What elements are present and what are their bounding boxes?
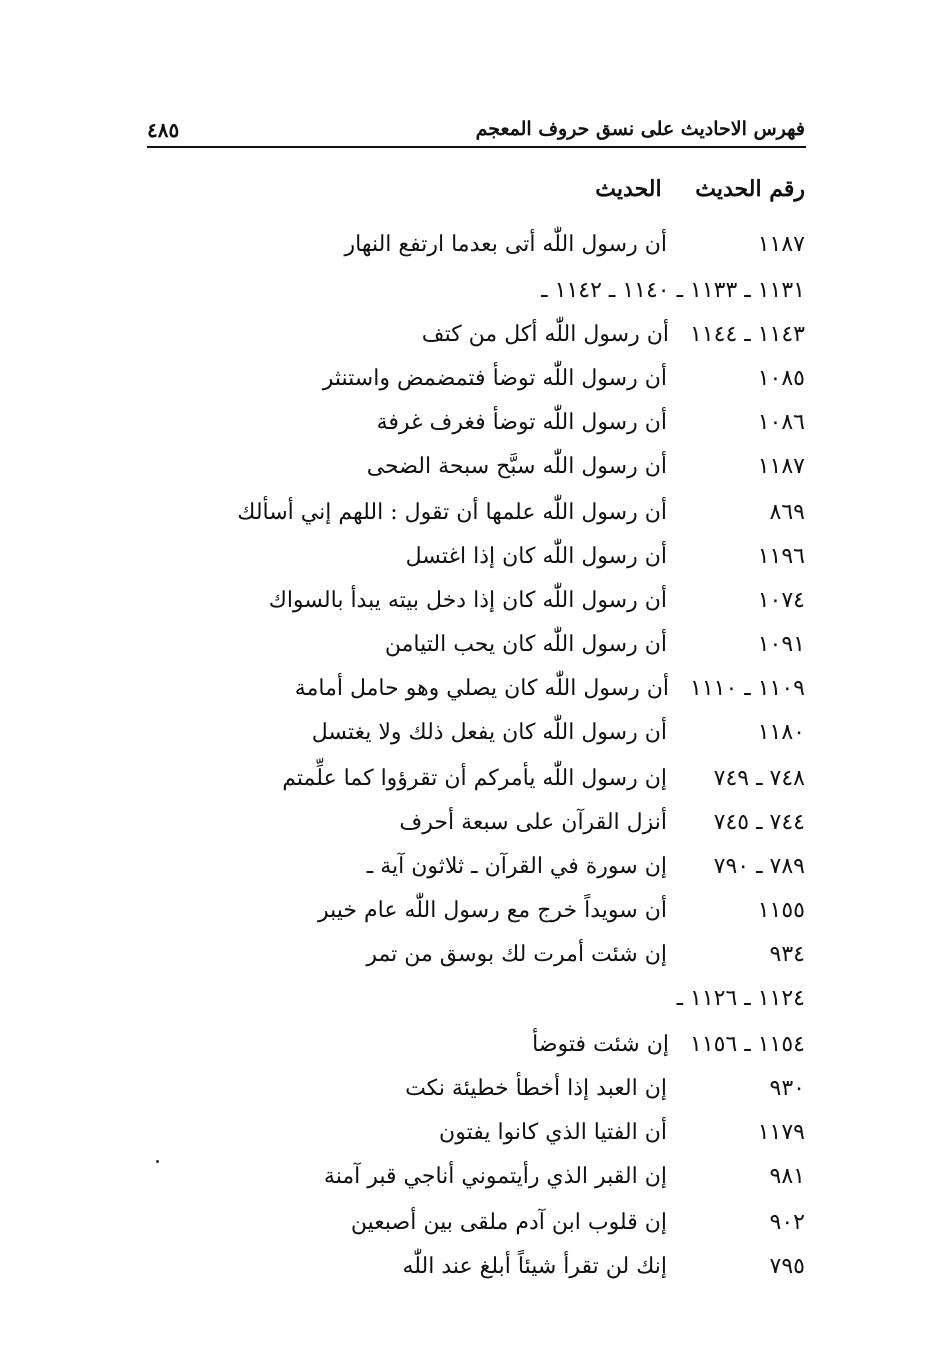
hadith-number: ١١٤٣ ـ ١١٤٤ xyxy=(690,322,805,347)
list-item xyxy=(105,500,805,540)
list-item xyxy=(105,632,805,672)
list-item xyxy=(105,454,805,494)
hadith-number: ١٠٨٦ xyxy=(757,410,805,435)
hadith-number: ١١٨٠ xyxy=(757,720,805,745)
running-header xyxy=(147,116,805,146)
hadith-number: ١١٩٦ xyxy=(757,544,805,569)
hadith-text: أن رسول اللّٰه كان إذا اغتسل xyxy=(405,544,667,569)
hadith-number: ١١٨٧ xyxy=(757,454,805,479)
hadith-number: ٧٨٩ ـ ٧٩٠ xyxy=(713,854,805,879)
hadith-column-header: الحديث xyxy=(595,176,662,202)
hadith-text: أن رسول اللّٰه توضأ فتمضمض واستنثر xyxy=(322,366,667,391)
hadith-number: ٩٨١ xyxy=(769,1164,805,1189)
list-item xyxy=(105,1254,805,1294)
hadith-text: أن سويداً خرج مع رسول اللّٰه عام خيبر xyxy=(317,898,667,923)
list-item xyxy=(105,898,805,938)
hadith-number: ١٠٨٥ xyxy=(757,366,805,391)
list-item xyxy=(105,278,805,318)
page-number: ٤٨٥ xyxy=(147,118,180,142)
hadith-text: إن القبر الذي رأيتموني أناجي قبر آمنة xyxy=(323,1164,667,1189)
list-item xyxy=(105,366,805,406)
list-item xyxy=(105,810,805,850)
hadith-text: أن رسول اللّٰه كان إذا دخل بيته يبدأ بالسواك xyxy=(268,588,667,613)
list-item xyxy=(105,1164,805,1204)
list-item xyxy=(105,232,805,272)
list-item xyxy=(105,1210,805,1250)
hadith-number: ٩٣٤ xyxy=(769,942,805,967)
hadith-number: ٩٠٢ xyxy=(769,1210,805,1235)
hadith-text: أن رسول اللّٰه سبَّح سبحة الضحى xyxy=(366,454,667,479)
header-rule xyxy=(147,146,806,148)
hadith-text: إن شئت فتوضأ xyxy=(532,1032,669,1057)
hadith-number: ١١٣١ ـ ١١٣٣ ـ ١١٤٠ ـ ١١٤٢ ـ xyxy=(541,278,805,303)
hadith-text: أن رسول اللّٰه توضأ فغرف غرفة xyxy=(376,410,667,435)
hadith-text: أن رسول اللّٰه أتى بعدما ارتفع النهار xyxy=(344,232,667,257)
list-item xyxy=(105,588,805,628)
hadith-text: أن رسول اللّٰه أكل من كتف xyxy=(421,322,669,347)
list-item xyxy=(105,986,805,1026)
hadith-number: ١١٢٤ ـ ١١٢٦ ـ xyxy=(676,986,805,1011)
hadith-text: إن رسول اللّٰه يأمركم أن تقرؤوا كما علِّمتم xyxy=(282,766,667,791)
list-item xyxy=(105,1032,805,1072)
hadith-text: أن رسول اللّٰه كان يصلي وهو حامل أمامة xyxy=(294,676,669,701)
header-title: فهرس الاحاديث على نسق حروف المعجم xyxy=(475,118,805,140)
hadith-text: أن رسول اللّٰه كان يفعل ذلك ولا يغتسل xyxy=(311,720,667,745)
hadith-text: إن العبد إذا أخطأ خطيئة نكت xyxy=(405,1076,667,1101)
hadith-number: ٧٤٨ ـ ٧٤٩ xyxy=(713,766,805,791)
number-column-header: رقم الحديث xyxy=(695,176,805,202)
hadith-number: ٧٤٤ ـ ٧٤٥ xyxy=(713,810,805,835)
scan-speck xyxy=(156,1160,159,1163)
hadith-number: ٨٦٩ xyxy=(769,500,805,525)
hadith-number: ١١٥٤ ـ ١١٥٦ xyxy=(690,1032,805,1057)
hadith-number: ١٠٧٤ xyxy=(757,588,805,613)
hadith-number: ٧٩٥ xyxy=(769,1254,805,1279)
hadith-text: أن رسول اللّٰه كان يحب التيامن xyxy=(384,632,667,657)
column-headers xyxy=(595,176,805,202)
list-item xyxy=(105,1076,805,1116)
hadith-text: أن الفتيا الذي كانوا يفتون xyxy=(439,1120,667,1145)
hadith-text: إنك لن تقرأ شيئاً أبلغ عند اللّٰه xyxy=(402,1254,667,1279)
hadith-number: ١٠٩١ xyxy=(757,632,805,657)
hadith-text: أن رسول اللّٰه علمها أن تقول : اللهم إني أسألك xyxy=(237,500,667,525)
hadith-number: ١١٨٧ xyxy=(757,232,805,257)
list-item xyxy=(105,410,805,450)
list-item xyxy=(105,544,805,584)
list-item xyxy=(105,854,805,894)
hadith-number: ٩٣٠ xyxy=(769,1076,805,1101)
hadith-number: ١١٥٥ xyxy=(757,898,805,923)
hadith-text: إن سورة في القرآن ـ ثلاثون آية ـ xyxy=(366,854,667,879)
hadith-text: إن شئت أمرت لك بوسق من تمر xyxy=(366,942,667,967)
hadith-text: إن قلوب ابن آدم ملقى بين أصبعين xyxy=(350,1210,667,1235)
hadith-number: ١١٧٩ xyxy=(757,1120,805,1145)
list-item xyxy=(105,676,805,716)
hadith-number: ١١٠٩ ـ ١١١٠ xyxy=(690,676,805,701)
list-item xyxy=(105,720,805,760)
hadith-text: أنزل القرآن على سبعة أحرف xyxy=(399,810,667,835)
list-item xyxy=(105,942,805,982)
list-item xyxy=(105,766,805,806)
list-item xyxy=(105,322,805,362)
list-item xyxy=(105,1120,805,1160)
